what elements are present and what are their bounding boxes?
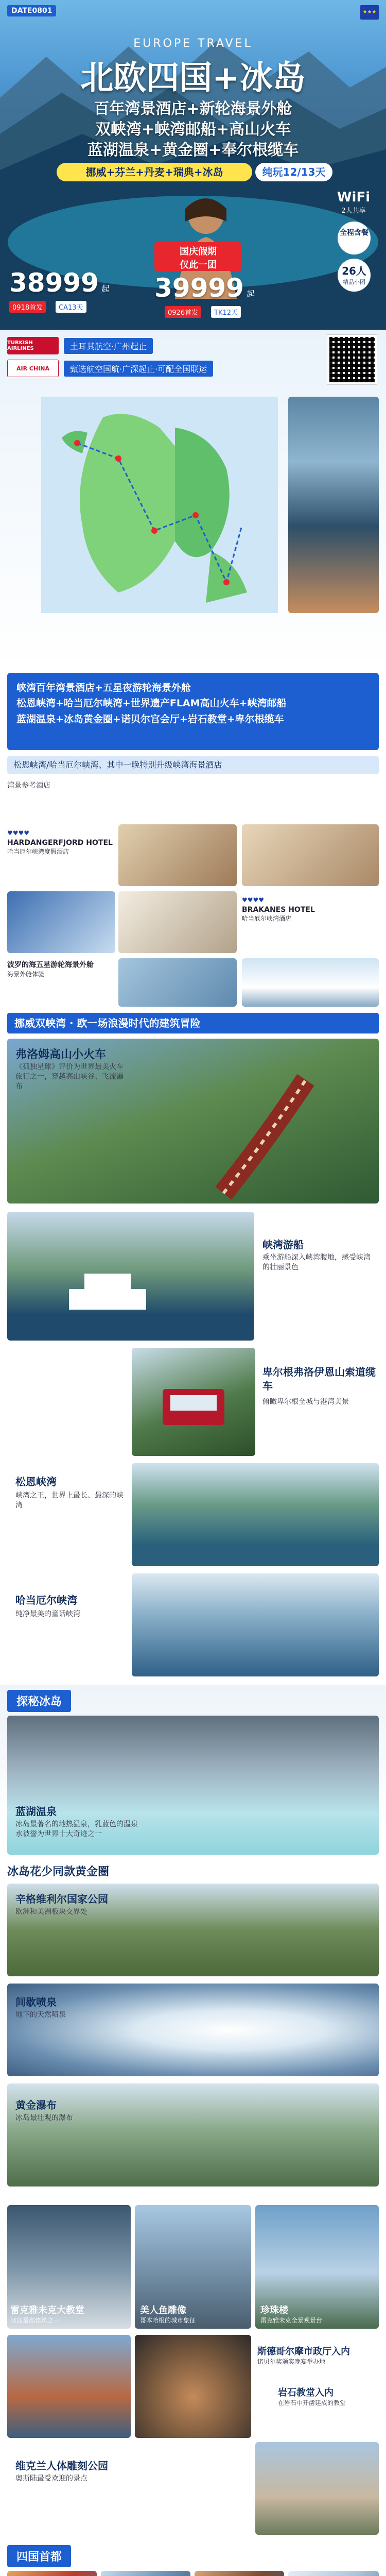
airline1-row — [7, 337, 153, 354]
flam-title: 弗洛姆高山小火车 — [15, 1048, 107, 1061]
hotels-section — [0, 824, 386, 1010]
cities-section — [0, 2200, 386, 2576]
cable-car-icon — [132, 1348, 255, 1456]
ferry-title: 峡湾游船 — [262, 1239, 304, 1251]
hotel-card-2 — [242, 896, 376, 923]
price-right-date: 0926首发 — [165, 306, 201, 318]
eu-flag-icon: ★★★ — [360, 5, 379, 20]
meal-badge: 全程含餐 — [338, 222, 371, 255]
stockholm-hall-title: 斯德哥尔摩市政厅入内 — [257, 2346, 350, 2357]
iceland-section — [0, 1685, 386, 2200]
hardanger-desc: 纯净最美的童话峡湾 — [15, 1610, 80, 1618]
vigeland-photo — [255, 2442, 379, 2535]
hotel-name: HARDANGERFJORD HOTEL — [7, 839, 113, 847]
rock-church-photo — [135, 2335, 251, 2438]
air-china-logo: AIR CHINA — [7, 360, 59, 377]
vigeland-desc: 奥斯陆最受欢迎的景点 — [15, 2475, 87, 2483]
hotel-name: BRAKANES HOTEL — [242, 906, 315, 914]
price-left-block — [9, 268, 110, 298]
hotel-photo-6 — [242, 958, 379, 1007]
airline2-row — [7, 360, 213, 377]
sognefjord-desc: 峡湾之王，世界上最长、最深的峡湾 — [15, 1492, 124, 1510]
price-right-value: 39999 — [154, 273, 244, 303]
hardanger-photo — [132, 1573, 379, 1676]
feature-item: 松恩峡湾+哈当厄尔峡湾+世界遗产FLAM高山火车+峡湾邮船 — [16, 698, 287, 709]
hotel-photo-3 — [7, 891, 115, 953]
right-thumbs — [288, 397, 379, 613]
funicular-photo — [132, 1348, 255, 1456]
hallgrimskirkja-desc: 冰岛最高建筑之一 — [10, 2317, 60, 2324]
hero-line-1: 百年湾景酒店+新轮海景外舱 — [94, 100, 292, 118]
gullfoss-desc: 冰岛最壮观的瀑布 — [15, 2114, 73, 2122]
brand-subtitle: EUROPE TRAVEL — [133, 37, 253, 50]
hotel-card-1 — [7, 829, 115, 856]
features-panel — [7, 673, 379, 750]
airline2-note: 甄选航空国航·广深起止·可配全国联运 — [64, 361, 213, 377]
wifi-badge — [331, 190, 376, 215]
hotel-note-bar: 松恩峡湾/哈当厄尔峡湾、其中一晚特别升级峡湾海景酒店 — [7, 756, 379, 774]
copenhagen-photo — [7, 2571, 97, 2576]
date-code-badge: DATE0801 — [7, 5, 56, 16]
holiday-label: 国庆假期 — [180, 246, 217, 257]
vigeland-title: 维克兰人体雕刻公园 — [15, 2460, 108, 2472]
gullfoss-photo — [7, 2083, 379, 2187]
mermaid-desc: 哥本哈根的城市象征 — [140, 2317, 196, 2324]
oslo-photo — [101, 2571, 190, 2576]
mermaid-title: 美人鱼雕像 — [140, 2305, 186, 2316]
hotel-photo-5 — [118, 958, 237, 1007]
group-sub: 精品小团 — [343, 279, 365, 285]
lagoon-title: 蓝湖温泉 — [15, 1805, 57, 1818]
hotel-desc: 哈当厄尔峡湾度假酒店 — [7, 848, 69, 855]
golden-header: 冰岛花少同款黄金圈 — [7, 1866, 110, 1878]
stockholm-hall-photo — [7, 2335, 131, 2438]
hotel-card-3 — [7, 959, 115, 978]
stockholm-hall-desc: 诺贝尔奖颁奖晚宴举办地 — [257, 2358, 326, 2365]
fjord-section — [0, 1010, 386, 1685]
route-map — [41, 397, 278, 613]
stockholm-photo — [195, 2571, 284, 2576]
hero-title: 北欧四国+冰岛 — [80, 59, 306, 97]
hero-section — [0, 0, 386, 330]
features-section — [0, 670, 386, 824]
sognefjord-title: 松恩峡湾 — [15, 1476, 57, 1488]
geysir-title: 间歇喷泉 — [15, 1996, 57, 2008]
funicular-title: 卑尔根弗洛伊恩山索道缆车 — [262, 1366, 376, 1392]
hotel-name: 波罗的海五星游轮海景外舱 — [7, 961, 94, 969]
price-right-block — [154, 273, 255, 303]
holiday-badge — [154, 242, 242, 271]
geysir-desc: 地下的天然喷泉 — [15, 2011, 66, 2019]
hotel-desc: 海景外舱体验 — [7, 971, 45, 978]
capitals-header: 四国首都 — [7, 2545, 71, 2567]
helsinki-photo — [288, 2571, 379, 2576]
rating-stars: ♥♥♥♥ — [7, 829, 30, 837]
duration-pill: 纯玩12/13天 — [255, 163, 332, 181]
feature-item: 蓝湖温泉+冰岛黄金圈+诺贝尔宫会厅+岩石教堂+卑尔根缆车 — [16, 713, 284, 725]
group-badge — [338, 259, 371, 292]
hotel-photo-1 — [118, 824, 237, 886]
sognefjord-photo — [132, 1463, 379, 1566]
hero-line-3: 蓝湖温泉+黄金圈+奉尔根缆车 — [87, 141, 299, 159]
thingvellir-desc: 欧洲和美洲板块交界处 — [15, 1908, 87, 1916]
wifi-sub: 2人共享 — [341, 207, 366, 215]
hallgrimskirkja-title: 雷克雅未克大教堂 — [10, 2305, 84, 2316]
price-left-date: 0918首发 — [9, 301, 46, 313]
feature-item: 峡湾百年湾景酒店+五星夜游轮海景外舱 — [16, 682, 191, 693]
qr-code[interactable] — [327, 335, 377, 384]
wifi-icon: WiFi — [337, 190, 371, 205]
rock-church-desc: 在岩石中开凿建成的教堂 — [278, 2399, 346, 2406]
price-left-air: CA13天 — [56, 301, 86, 313]
ferry-photo — [7, 1212, 254, 1341]
rating-stars: ♥♥♥♥ — [242, 896, 265, 904]
hardanger-title: 哈当厄尔峡湾 — [15, 1594, 77, 1606]
holiday-sub: 仅此一团 — [180, 260, 217, 270]
group-count: 26人 — [342, 265, 366, 277]
gullfoss-title: 黄金瀑布 — [15, 2099, 57, 2111]
ferry-desc: 乘坐游船深入峡湾腹地，感受峡湾的壮丽景色 — [262, 1253, 371, 1272]
lagoon-desc: 冰岛最著名的地热温泉，乳蓝色的温泉水被誉为世界十大奇迹之一 — [15, 1820, 138, 1838]
price-right-air: TK12天 — [211, 306, 241, 318]
perlan-title: 珍珠楼 — [260, 2305, 288, 2316]
flam-desc: 《孤独星球》评价为世界最美火车旅行之一，穿越高山峡谷、飞流瀑布 — [15, 1063, 124, 1091]
perlan-desc: 雷克雅未克全景观景台 — [260, 2317, 323, 2324]
price-left-value: 38999 — [9, 268, 99, 298]
geysir-photo — [7, 1984, 379, 2076]
airline-map-section — [0, 330, 386, 670]
turkish-airlines-logo: TURKISH AIRLINES — [7, 337, 59, 354]
hotels-label: 湾景参考酒店 — [7, 782, 50, 790]
airline1-note: 土耳其航空·广州起止 — [64, 338, 153, 354]
price-right-unit: 起 — [247, 289, 255, 299]
hotel-desc: 哈当厄尔峡湾酒店 — [242, 915, 292, 922]
route-pill: 挪威+芬兰+丹麦+瑞典+冰岛 — [57, 163, 252, 181]
price-left-unit: 起 — [101, 284, 110, 294]
fjord-header: 挪威双峡湾 · 欧一场浪漫时代的建筑冒险 — [7, 1013, 379, 1033]
ferry-icon — [7, 1212, 254, 1341]
thingvellir-title: 辛格维利尔国家公园 — [15, 1893, 108, 1905]
funicular-desc: 俯瞰卑尔根全城与港湾美景 — [262, 1398, 349, 1406]
hotel-photo-4 — [118, 891, 237, 953]
hero-line-2: 双峡湾+峡湾邮船+高山火车 — [95, 121, 291, 139]
rock-church-title: 岩石教堂入内 — [278, 2387, 334, 2398]
hotel-photo-2 — [242, 824, 379, 886]
iceland-header: 探秘冰岛 — [7, 1690, 71, 1712]
